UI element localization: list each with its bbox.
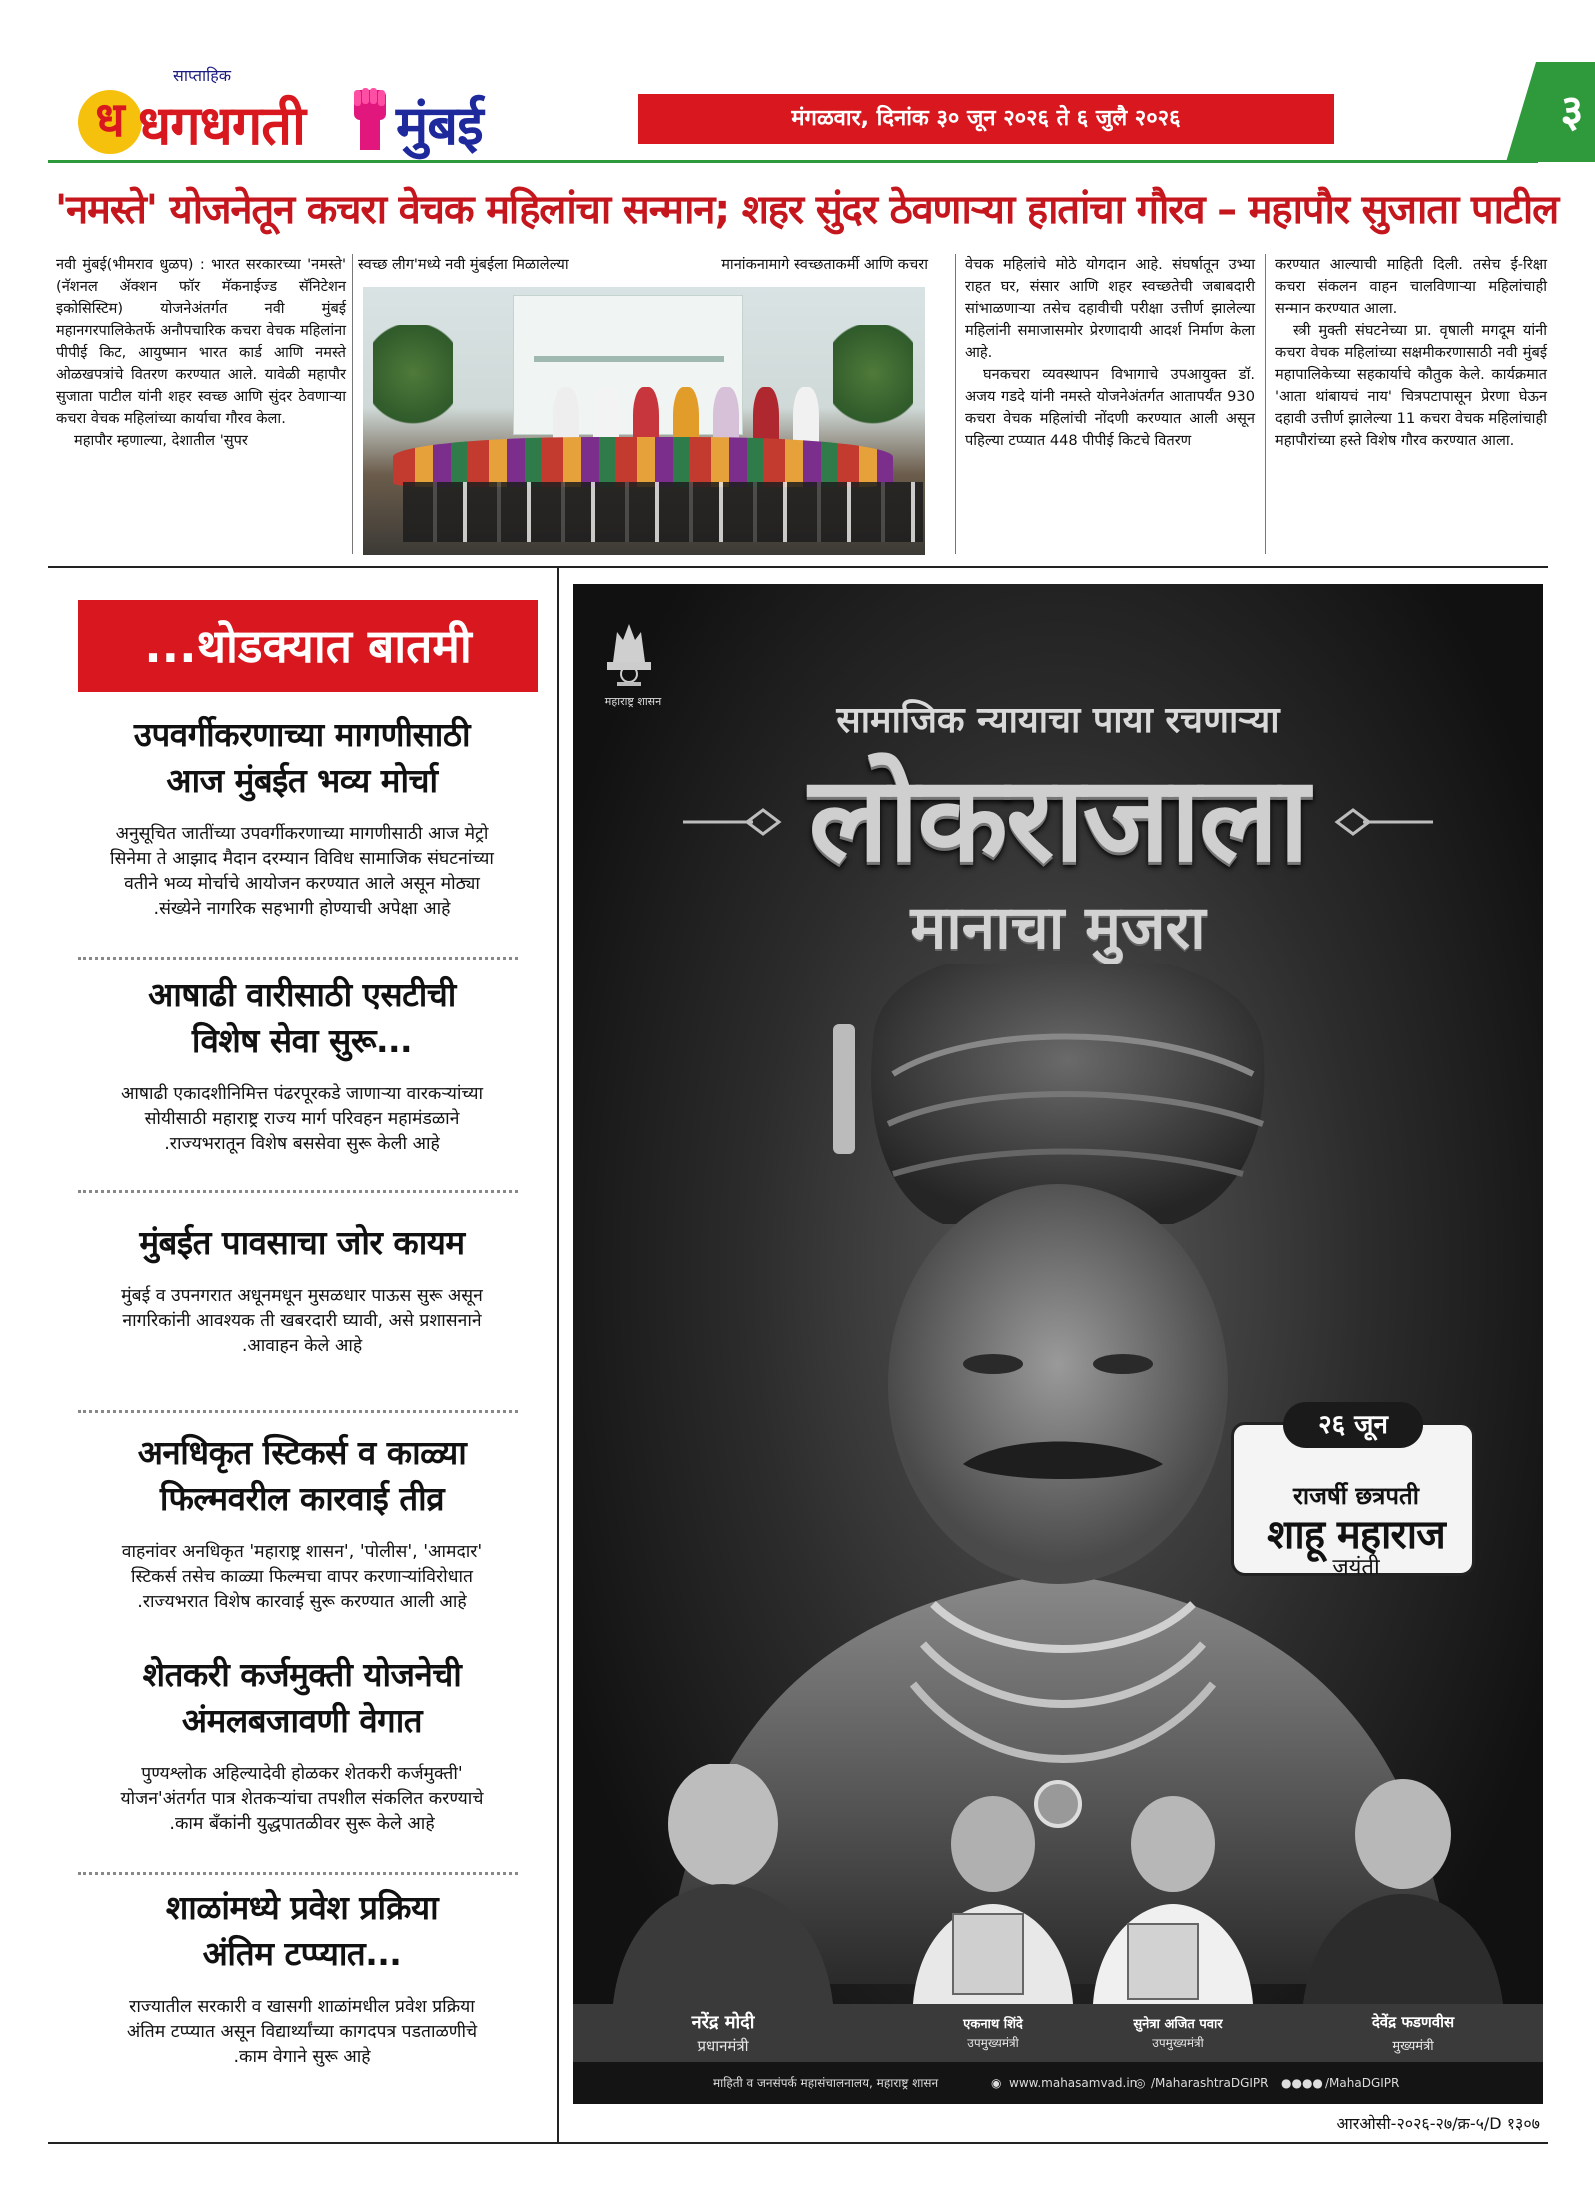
section-rule: [48, 566, 1548, 568]
ro-number: आरओसी-२०२६-२७/क्र-५/D १३०७: [1336, 2114, 1540, 2133]
masthead-rule: [48, 160, 1538, 163]
brief-text: पुण्यश्लोक अहिल्यादेवी होळकर शेतकरी कर्जमुक्ती': [141, 1764, 463, 1784]
logo-part2: मुंबई: [396, 94, 483, 157]
story-para: नवी मुंबई(भीमराव धुळप) : भारत सरकारच्या 'नमस्ते' (नॅशनल ॲक्शन फॉर मॅकनाईज्ड सॅनिटेशन इकोसिस्टिम) योजनेअंतर्गत नवी मुंबई महानगरपालिकेतर्फे अनौपचारिक कचरा वेचक महिलांना पीपीई किट, आयुष्मान भारत कार्ड आणि नमस्ते ओळखपत्रांचे वितरण करण्यात आले. यावेळी महापौर सुजाता पाटील यांनी शहर स्वच्छ आणि सुंदर ठेवणाऱ्या कचरा वेचक महिलांच्या कार्याचा गौरव केला.: [56, 256, 346, 427]
brief-text: वतीने भव्य मोर्चाचे आयोजन करण्यात आले असून मोठ्या: [124, 874, 480, 894]
leader-name-bar: [573, 2004, 1543, 2062]
brief-title: अनधिकृत स्टिकर्स व काळ्या: [137, 1433, 467, 1472]
story-column-2: [358, 254, 928, 276]
story-column-1: [56, 254, 346, 452]
state-emblem-icon: [599, 612, 659, 688]
badge-line3: जयंती: [1332, 1555, 1380, 1580]
brief-text: स्टिकर्स तसेच काळ्या फिल्मचा वापर करणाऱ्यांविरोधात: [131, 1567, 473, 1587]
brief-item: [62, 972, 542, 1157]
brief-text: राज्यातील सरकारी व खासगी शाळांमधील प्रवेश प्रक्रिया: [129, 1997, 475, 2017]
brief-title: शाळांमध्ये प्रवेश प्रक्रिया: [165, 1888, 439, 1927]
badge-line2: शाहू महाराज: [1267, 1512, 1445, 1558]
leader-name: एकनाथ शिंदे: [963, 2017, 1023, 2032]
leader-name: सुनेत्रा अजित पवार: [1133, 2017, 1223, 2032]
ad-main-title: लोकराजाला: [808, 749, 1308, 888]
brief-item: [62, 1652, 542, 1837]
leader-role: उपमुख्यमंत्री: [1152, 2036, 1204, 2050]
issue-date: मंगळवार, दिनांक ३० जून २०२६ ते ६ जुलै २०२६: [638, 94, 1334, 144]
brief-text: आषाढी एकादशीनिमित्त पंढरपूरकडे जाणाऱ्या वारकऱ्यांच्या: [120, 1084, 484, 1104]
jayanti-badge: [1213, 1404, 1493, 1594]
story-para: करण्यात आल्याची माहिती दिली. तसेच ई-रिक्षा कचरा संकलन वाहन चालविणाऱ्या महिलांचाही सन्मान करण्यात आला.: [1275, 256, 1547, 317]
event-photo: [363, 287, 925, 555]
brief-item: [62, 1885, 542, 2070]
brief-title: अंमलबजावणी वेगात: [181, 1701, 423, 1740]
brief-text: मुंबई व उपनगरात अधूनमधून मुसळधार पाऊस सुरू असून: [121, 1286, 483, 1306]
brief-separator: [78, 1410, 518, 1413]
stage-banner: [513, 295, 743, 435]
briefs-header: ...थोडक्यात बातमी: [78, 600, 538, 692]
leader-role: उपमुख्यमंत्री: [967, 2036, 1019, 2050]
masthead: [78, 52, 1584, 162]
leader-name: नरेंद्र मोदी: [691, 2012, 755, 2033]
brief-title: अंतिम टप्प्यात...: [202, 1934, 402, 1973]
emblem-label: महाराष्ट्र शासन: [604, 695, 662, 708]
brief-text: वाहनांवर अनधिकृत 'महाराष्ट्र शासन', 'पोलीस', 'आमदार': [121, 1542, 483, 1562]
brief-text: अंतिम टप्प्यात असून विद्यार्थ्यांच्या कागदपत्र पडताळणीचे: [126, 2022, 478, 2042]
brief-text: .राज्यभरात विशेष कारवाई सुरू करण्यात आली आहे: [137, 1592, 467, 1612]
government-advertisement: [573, 584, 1543, 2104]
brief-title: उपवर्गीकरणाच्या मागणीसाठी: [133, 715, 471, 754]
ad-footer: [573, 2062, 1543, 2104]
story-line: स्वच्छ लीग'मध्ये नवी मुंबईला मिळालेल्या: [358, 256, 569, 273]
brief-title: मुंबईत पावसाचा जोर कायम: [139, 1223, 465, 1262]
story-column-3: [965, 254, 1255, 452]
social-icon: ◎: [1135, 2076, 1146, 2090]
globe-icon: ◉: [991, 2076, 1002, 2090]
page-number-tab: [1506, 62, 1595, 162]
story-column-4: [1275, 254, 1547, 452]
brief-text: सिनेमा ते आझाद मैदान दरम्यान विविध सामाजिक संघटनांच्या: [110, 849, 494, 869]
column-divider: [1265, 254, 1266, 554]
badge-date: २६ जून: [1283, 1402, 1423, 1448]
plant-decoration: [373, 325, 453, 445]
logo-part1: धगधगती: [138, 94, 305, 157]
brief-title: शेतकरी कर्जमुक्ती योजनेची: [142, 1655, 462, 1694]
story-line: मानांकनामागे स्वच्छताकर्मी आणि कचरा: [721, 256, 928, 273]
brief-text: योजन'अंतर्गत पात्र शेतकऱ्यांचा तपशील संकलित करण्याचे: [120, 1789, 484, 1809]
leader-name: देवेंद्र फडणवीस: [1371, 2013, 1455, 2031]
brief-title: फिल्मवरील कारवाई तीव्र: [159, 1479, 445, 1518]
story-para: घनकचरा व्यवस्थापन विभागाचे उपआयुक्त डॉ. अजय गडदे यांनी नमस्ते योजनेअंतर्गत आतापर्यंत 930 कचरा वेचक महिलांची नोंदणी करण्यात आली असून पहिल्या टप्प्यात 448 पीपीई किटचे वितरण: [965, 366, 1255, 449]
logo-letter: ध: [78, 90, 142, 154]
bottom-rule: [48, 2142, 1548, 2144]
brief-text: सोयीसाठी महाराष्ट्र राज्य मार्ग परिवहन महामंडळाने: [144, 1109, 460, 1129]
brief-text: .राज्यभरातून विशेष बससेवा सुरू केली आहे: [164, 1134, 440, 1154]
brief-separator: [78, 957, 518, 960]
leader-role: प्रधानमंत्री: [697, 2037, 749, 2055]
brief-separator: [78, 1872, 518, 1875]
brief-item: [62, 1220, 542, 1359]
footer-publisher: माहिती व जनसंपर्क महासंचालनालय, महाराष्ट्र शासन: [713, 2076, 939, 2090]
brief-text: अनुसूचित जातींच्या उपवर्गीकरणाच्या मागणीसाठी आज मेट्रो: [115, 824, 489, 844]
story-para: स्त्री मुक्ती संघटनेच्या प्रा. वृषाली मगदूम यांनी कचरा वेचक महिलांच्या सक्षमीकरणासाठी नवी मुंबई महापालिकेच्या सहकार्याचे कौतुक केले. कार्यक्रमात 'आता थांबायचं नाय' चित्रपटापासून प्रेरणा घेऊन दहावी उत्तीर्ण झालेल्या 11 कचरा वेचक महिलांचाही महापौरांच्या हस्ते विशेष गौरव करण्यात आला.: [1275, 322, 1547, 449]
brief-separator: [78, 1190, 518, 1193]
brief-text: .काम बँकांनी युद्धपातळीवर सुरू केले आहे: [169, 1814, 435, 1834]
brief-text: .काम वेगाने सुरू आहे: [233, 2047, 371, 2067]
plant-decoration: [833, 325, 913, 445]
brief-text: नागरिकांनी आवश्यक ती खबरदारी घ्यावी, असे प्रशासनाने: [122, 1311, 482, 1331]
newspaper-logo: [78, 80, 548, 170]
page-number: ३: [1560, 86, 1584, 137]
ppe-kits: [403, 482, 923, 542]
footer-website: www.mahasamvad.in: [1009, 2076, 1138, 2090]
brief-title: आज मुंबईत भव्य मोर्चा: [166, 761, 438, 800]
fist-icon: [348, 82, 392, 152]
ad-top-line: सामाजिक न्यायाचा पाया रचणाऱ्या: [836, 699, 1280, 741]
column-divider: [352, 254, 353, 554]
section-divider: [557, 566, 559, 2142]
footer-handle: /MaharashtraDGIPR: [1151, 2076, 1269, 2090]
leader-photos: [573, 1764, 1543, 2004]
brief-title: विशेष सेवा सुरू...: [191, 1021, 413, 1060]
story-para: वेचक महिलांचे मोठे योगदान आहे. संघर्षातून उभ्या राहत घर, संसार आणि शहर स्वच्छतेची जबाबदारी सांभाळणाऱ्या तसेच दहावीची परीक्षा उत्तीर्ण झालेल्या महिलांनी समाजासमोर प्रेरणादायी आदर्श निर्माण केला आहे.: [965, 256, 1255, 361]
column-divider: [955, 254, 956, 554]
social-icons: ●●●●: [1281, 2076, 1323, 2090]
brief-item: [62, 712, 542, 922]
weekly-label: साप्ताहिक: [173, 66, 232, 85]
leader-role: मुख्यमंत्री: [1392, 2039, 1434, 2054]
brief-title: आषाढी वारीसाठी एसटीची: [148, 975, 456, 1014]
brief-text: .आवाहन केले आहे: [241, 1336, 363, 1356]
badge-line1: राजर्षी छत्रपती: [1293, 1482, 1419, 1510]
brief-text: .संख्येने नागरिक सहभागी होण्याची अपेक्षा आहे: [153, 899, 451, 919]
story-para: महापौर म्हणाल्या, देशातील 'सुपर: [74, 432, 248, 449]
ad-subtitle: मानाचा मुजरा: [910, 893, 1206, 963]
footer-handle: /MahaDGIPR: [1325, 2076, 1400, 2090]
brief-item: [62, 1430, 542, 1615]
lead-headline: 'नमस्ते' योजनेतून कचरा वेचक महिलांचा सन्मान; शहर सुंदर ठेवणाऱ्या हातांचा गौरव – महापौर सुजाता पाटील: [55, 187, 1559, 233]
